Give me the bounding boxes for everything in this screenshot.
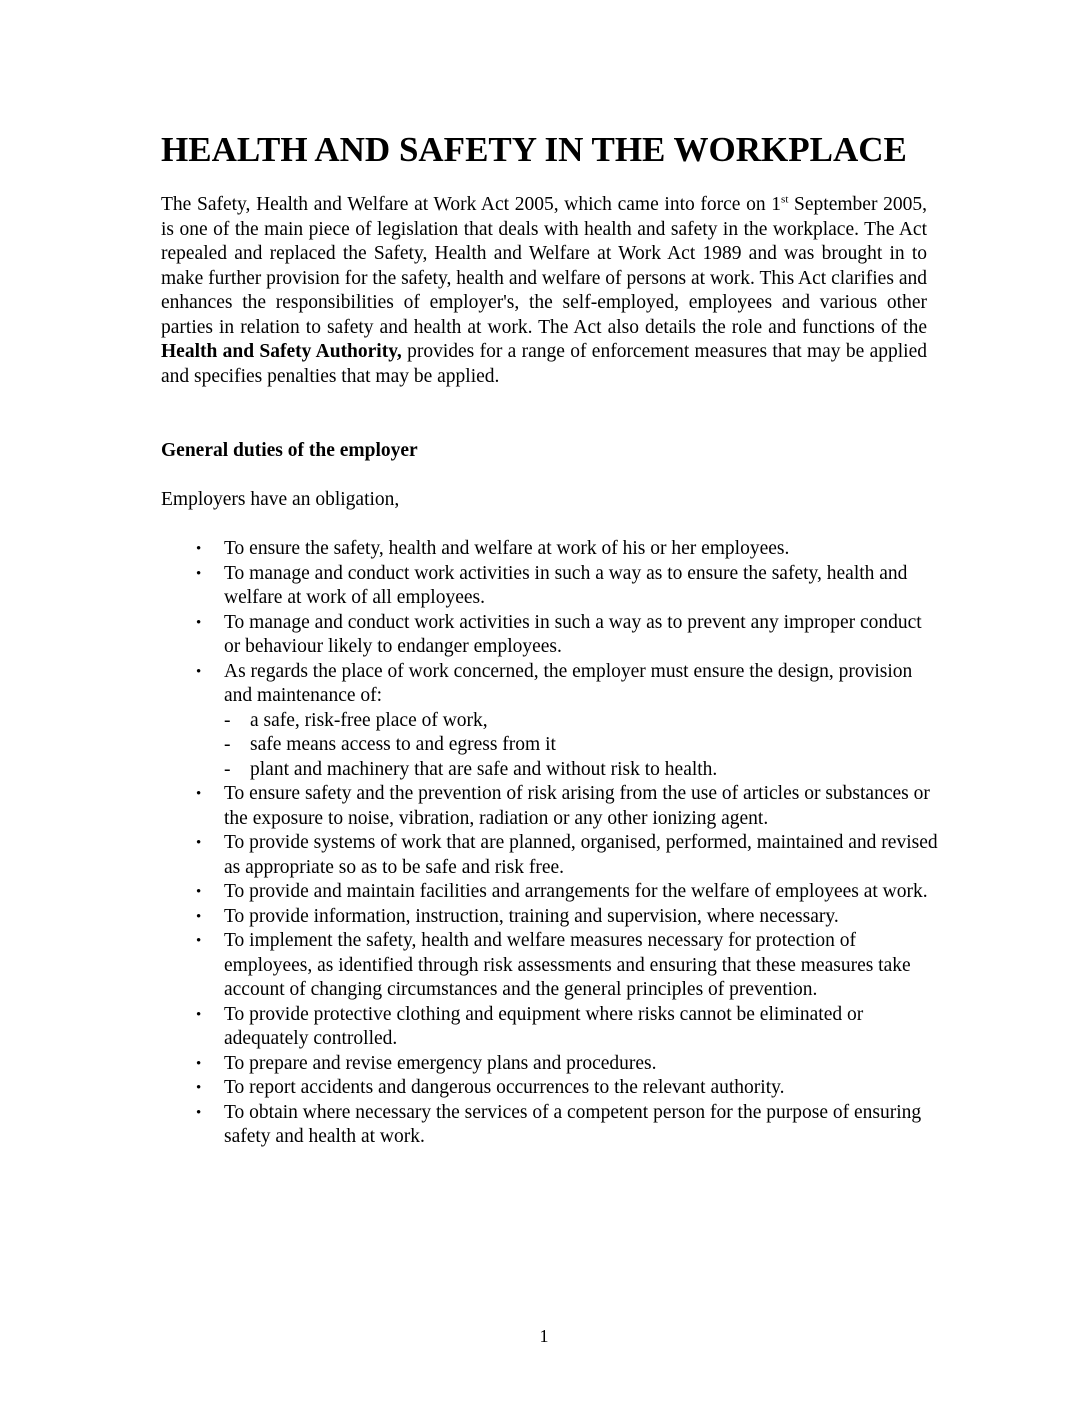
dash-icon: - xyxy=(224,709,231,731)
list-item-text: To provide information, instruction, training and supervision, where necessary. xyxy=(224,905,839,927)
list-item-text: To provide protective clothing and equipment where risks cannot be eliminated or adequately controlled. xyxy=(224,1003,864,1049)
bullet-icon: • xyxy=(196,541,202,557)
page-title: HEALTH AND SAFETY IN THE WORKPLACE xyxy=(161,130,907,169)
bullet-icon: • xyxy=(196,908,202,925)
intro-bold-authority: Health and Safety Authority, xyxy=(161,341,402,362)
lead-sentence: Employers have an obligation, xyxy=(161,489,400,510)
list-item-text: To manage and conduct work activities in such a way as to ensure the safety, health and welfare at work of all employees. xyxy=(224,562,908,608)
list-item-text: To ensure safety and the prevention of risk arising from the use of articles or substances or the exposure to noise, vibration, radiation or any other ionizing agent. xyxy=(224,783,930,829)
list-item-text: To obtain where necessary the services of a competent person for the purpose of ensuring safety and health at work. xyxy=(224,1101,922,1147)
sublist-item-text: safe means access to and egress from it xyxy=(250,734,556,755)
list-item-text: To report accidents and dangerous occurrences to the relevant authority. xyxy=(224,1077,785,1098)
list-item xyxy=(161,831,941,880)
section-heading: General duties of the employer xyxy=(161,440,418,461)
list-item xyxy=(161,660,941,783)
list-item xyxy=(161,562,941,611)
duties-list xyxy=(161,537,941,1150)
list-item xyxy=(161,537,941,562)
list-item xyxy=(161,1003,941,1052)
bullet-icon: • xyxy=(196,663,202,680)
intro-text-part2: September 2005, is one of the main piece of legislation that deals with health and safety in the workplace. The Act repealed and replaced the Safety, Health and Welfare at Work Act 1989 and was brought in to make further provision for the safety, health and welfare of persons at work. This Act clarifies and enhances the responsibilities of employer's, the self-employed, employees and various other parties in relation to safety and health at work. The Act also details the role and functions of the xyxy=(161,194,927,338)
bullet-icon: • xyxy=(196,565,202,582)
intro-paragraph xyxy=(161,193,927,389)
list-item-text: To prepare and revise emergency plans and procedures. xyxy=(224,1052,657,1074)
sublist-item xyxy=(224,709,941,734)
place-of-work-sublist xyxy=(224,709,941,783)
list-item-text: To manage and conduct work activities in such a way as to prevent any improper conduct or behaviour likely to endanger employees. xyxy=(224,611,922,657)
intro-text-part1: The Safety, Health and Welfare at Work Act 2005, which came into force on 1 xyxy=(161,194,782,215)
bullet-icon: • xyxy=(196,1080,202,1096)
bullet-icon: • xyxy=(196,884,202,900)
dash-icon: - xyxy=(224,734,231,755)
list-item xyxy=(161,929,941,1003)
intro-superscript: st xyxy=(781,193,789,206)
page-number: 1 xyxy=(539,1326,549,1346)
intro-text-part3: provides for a range of enforcement measures that may be applied and specifies penalties that may be applied. xyxy=(161,341,927,387)
bullet-icon: • xyxy=(196,835,202,851)
bullet-icon: • xyxy=(196,1055,202,1072)
list-item xyxy=(161,1076,941,1101)
sublist-item-text: a safe, risk-free place of work, xyxy=(250,709,488,731)
sublist-item-text: plant and machinery that are safe and without risk to health. xyxy=(250,758,718,780)
list-item xyxy=(161,1101,941,1150)
list-item-text: To ensure the safety, health and welfare at work of his or her employees. xyxy=(224,538,790,559)
list-item xyxy=(161,880,941,905)
sublist-item xyxy=(224,758,941,783)
bullet-icon: • xyxy=(196,933,202,949)
bullet-icon: • xyxy=(196,1104,202,1121)
list-item-text: To provide and maintain facilities and arrangements for the welfare of employees at work. xyxy=(224,881,928,902)
dash-icon: - xyxy=(224,758,231,780)
list-item-text: To provide systems of work that are planned, organised, performed, maintained and revised as appropriate so as to be safe and risk free. xyxy=(224,832,938,878)
bullet-icon: • xyxy=(196,614,202,631)
list-item xyxy=(161,782,941,831)
list-item xyxy=(161,905,941,930)
list-item-text: As regards the place of work concerned, the employer must ensure the design, provision and maintenance of: xyxy=(224,660,913,706)
list-item xyxy=(161,611,941,660)
list-item-text: To implement the safety, health and welfare measures necessary for protection of employees, as identified through risk assessments and ensuring that these measures take account of changing circumstances and the general principles of prevention. xyxy=(224,930,911,1000)
sublist-item xyxy=(224,733,941,758)
bullet-icon: • xyxy=(196,786,202,802)
list-item xyxy=(161,1052,941,1077)
bullet-icon: • xyxy=(196,1006,202,1023)
